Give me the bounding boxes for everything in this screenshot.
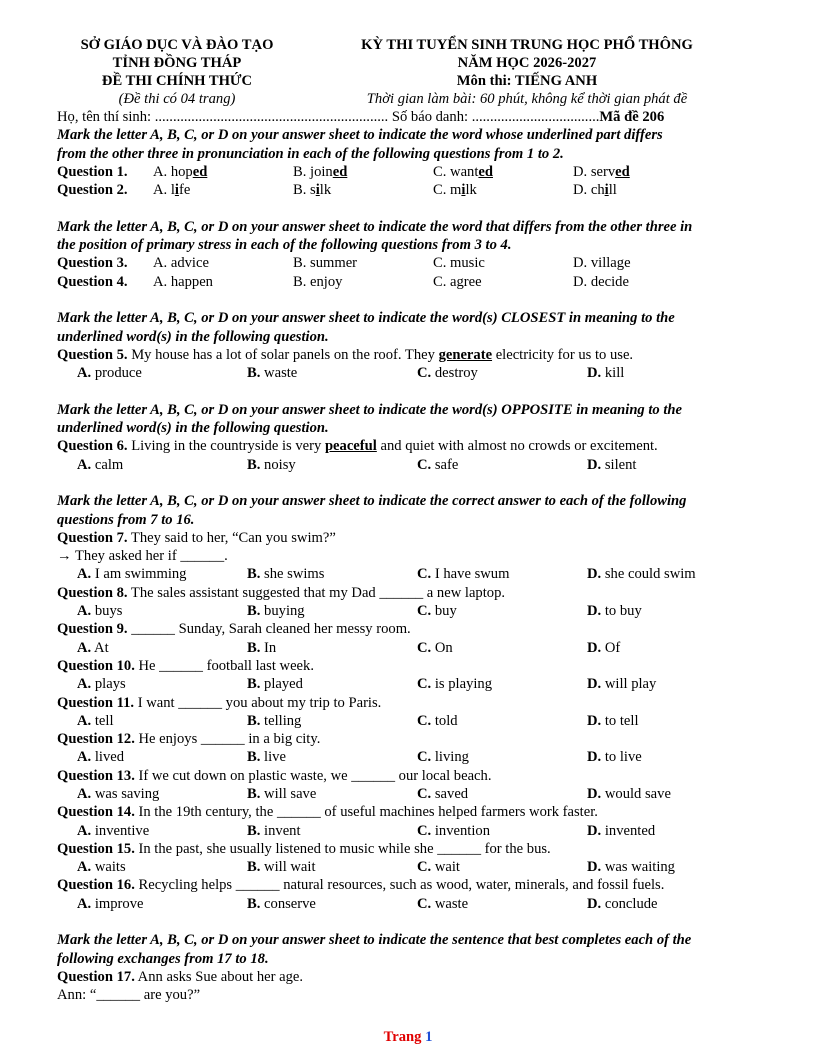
option-c: C. living — [417, 749, 469, 766]
option-d: D. to live — [587, 749, 642, 766]
section-5-instruction: Mark the letter A, B, C, or D on your answer sheet to indicate the correct answer to each of the following questions from 7 to 16. — [57, 493, 687, 528]
question-17: Question 17. Ann asks Sue about her age. — [57, 968, 304, 985]
exam-page — [57, 36, 757, 1005]
option-d: D. will play — [587, 676, 657, 693]
candidate-info — [57, 108, 757, 126]
question-13: Question 13. If we cut down on plastic waste, we ______ our local beach. — [57, 767, 492, 784]
option-b: B. enjoy — [293, 273, 343, 290]
option-c: C. safe — [417, 456, 459, 473]
option-d: D. decide — [573, 273, 629, 290]
option-c: C. waste — [417, 895, 469, 912]
option-a: A. improve — [77, 895, 144, 912]
option-a: A. produce — [77, 365, 142, 382]
question-3: Question 3. A. advice B. summer C. music D. village — [57, 254, 757, 272]
section-4-instruction: Mark the letter A, B, C, or D on your answer sheet to indicate the word(s) OPPOSITE in meaning to the underlined word(s) in the following question. — [57, 401, 683, 437]
option-c: C. agree — [433, 273, 482, 290]
exam-code: Mã đề 206 — [599, 109, 665, 125]
section-2-instruction: Mark the letter A, B, C, or D on your answer sheet to indicate the word that differs from the other three in the position of primary stress in each of the following questions from 3 to 4. — [57, 218, 693, 254]
question-16-options — [57, 895, 757, 913]
question-8: Question 8. The sales assistant suggested that my Dad ______ a new laptop. — [57, 584, 506, 601]
option-a: A. tell — [77, 712, 114, 729]
subject: Môn thi: TIẾNG ANH — [456, 73, 598, 89]
option-b: B. joined — [293, 163, 348, 180]
question-15-options — [57, 858, 757, 876]
option-d: D. village — [573, 255, 631, 272]
option-c: C. wait — [417, 859, 460, 876]
question-2: Question 2. A. life B. silk C. milk D. chill — [57, 181, 757, 199]
option-b: B. noisy — [247, 456, 296, 473]
option-c: C. I have swum — [417, 566, 510, 583]
question-7-prompt: → They asked her if ______. — [57, 548, 228, 565]
question-10: Question 10. He ______ football last week. — [57, 657, 314, 674]
option-a: A. buys — [77, 603, 123, 620]
page-footer — [0, 1029, 816, 1046]
option-a: A. I am swimming — [77, 566, 187, 583]
option-b: B. will save — [247, 785, 317, 802]
question-14-options — [57, 822, 757, 840]
question-6: Question 6. Living in the countryside is very peaceful and quiet with almost no crowds or excitement. — [57, 438, 658, 455]
question-4: Question 4. A. happen B. enjoy C. agree D. decide — [57, 273, 757, 291]
question-14: Question 14. In the 19th century, the ______ of useful machines helped farmers work faster. — [57, 804, 598, 821]
school-year: NĂM HỌC 2026-2027 — [457, 55, 597, 71]
name-field: Họ, tên thí sinh: ................................................................ — [57, 109, 389, 125]
option-d: D. to tell — [587, 712, 639, 729]
question-11: Question 11. I want ______ you about my trip to Paris. — [57, 694, 382, 711]
dept-name: SỞ GIÁO DỤC VÀ ĐÀO TẠO — [80, 37, 274, 53]
option-c: C. invention — [417, 822, 490, 839]
option-b: B. conserve — [247, 895, 316, 912]
question-12: Question 12. He enjoys ______ in a big city. — [57, 731, 321, 748]
option-d: D. was waiting — [587, 859, 675, 876]
option-c: C. On — [417, 639, 453, 656]
section-1-instruction: Mark the letter A, B, C, or D on your answer sheet to indicate the word whose underlined part differs from the other three in pronunciation in each of the following questions from 1 to 2. — [57, 127, 663, 162]
option-c: C. wanted — [433, 163, 493, 180]
question-8-options — [57, 602, 757, 620]
question-7-options — [57, 565, 757, 583]
question-6-options — [57, 456, 757, 474]
option-d: D. chill — [573, 182, 617, 199]
option-b: B. live — [247, 749, 286, 766]
option-b: B. buying — [247, 603, 305, 620]
underlined-word: peaceful — [324, 438, 377, 455]
question-13-options — [57, 785, 757, 803]
question-17-prompt: Ann: “______ are you?” — [57, 987, 201, 1004]
header — [57, 36, 757, 108]
question-1: Question 1. A. hoped B. joined C. wanted D. served — [57, 163, 757, 181]
option-c: C. told — [417, 712, 458, 729]
question-9: Question 9. ______ Sunday, Sarah cleaned her messy room. — [57, 621, 411, 638]
question-11-options — [57, 712, 757, 730]
option-c: C. is playing — [417, 676, 493, 693]
question-15: Question 15. In the past, she usually listened to music while she ______ for the bus. — [57, 840, 551, 857]
option-b: B. will wait — [247, 859, 316, 876]
option-a: A. happen — [153, 273, 213, 290]
option-d: D. silent — [587, 456, 637, 473]
option-b: B. waste — [247, 365, 298, 382]
option-a: A. At — [77, 639, 109, 656]
exam-title: KỲ THI TUYỂN SINH TRUNG HỌC PHỔ THÔNG — [361, 37, 693, 53]
option-c: C. saved — [417, 785, 469, 802]
option-b: B. played — [247, 676, 303, 693]
option-c: C. buy — [417, 603, 457, 620]
question-5: Question 5. My house has a lot of solar panels on the roof. They generate electricity for us to use. — [57, 346, 634, 363]
pages-note: (Đề thi có 04 trang) — [118, 91, 236, 107]
option-a: A. advice — [153, 255, 209, 272]
page-number: 1 — [425, 1029, 433, 1045]
underlined-word: generate — [438, 346, 493, 363]
option-d: D. conclude — [587, 895, 658, 912]
id-field: Số báo danh: ................................... — [388, 109, 600, 125]
option-b: B. she swims — [247, 566, 325, 583]
page-word: Trang — [383, 1029, 422, 1045]
question-7: Question 7. They said to her, “Can you swim?” — [57, 529, 336, 546]
option-a: A. hoped — [153, 163, 208, 180]
option-b: B. summer — [293, 255, 358, 272]
option-d: D. served — [573, 163, 630, 180]
option-a: A. life — [153, 182, 191, 199]
official-label: ĐỀ THI CHÍNH THỨC — [101, 73, 253, 89]
question-10-options — [57, 675, 757, 693]
option-a: A. was saving — [77, 785, 160, 802]
option-d: D. Of — [587, 639, 621, 656]
question-12-options — [57, 748, 757, 766]
option-c: C. destroy — [417, 365, 478, 382]
option-a: A. inventive — [77, 822, 150, 839]
option-c: C. milk — [433, 182, 477, 199]
option-b: B. invent — [247, 822, 301, 839]
option-d: D. would save — [587, 785, 671, 802]
question-5-options — [57, 364, 757, 382]
option-d: D. she could swim — [587, 566, 696, 583]
option-b: B. silk — [293, 182, 332, 199]
question-16: Question 16. Recycling helps ______ natural resources, such as wood, water, minerals, and fossil fuels. — [57, 877, 665, 894]
option-a: A. calm — [77, 456, 124, 473]
section-6-instruction: Mark the letter A, B, C, or D on your answer sheet to indicate the sentence that best completes each of the following exchanges from 17 to 18. — [57, 932, 692, 967]
question-9-options — [57, 639, 757, 657]
province-name: TỈNH ĐỒNG THÁP — [112, 55, 242, 71]
option-b: B. telling — [247, 712, 302, 729]
option-d: D. to buy — [587, 603, 642, 620]
time-limit: Thời gian làm bài: 60 phút, không kể thời gian phát đề — [366, 91, 688, 107]
option-c: C. music — [433, 255, 485, 272]
section-3-instruction: Mark the letter A, B, C, or D on your answer sheet to indicate the word(s) CLOSEST in meaning to the underlined word(s) in the following question. — [57, 310, 675, 345]
option-a: A. lived — [77, 749, 125, 766]
option-b: B. In — [247, 639, 277, 656]
option-a: A. waits — [77, 859, 126, 876]
option-d: D. kill — [587, 365, 625, 382]
option-a: A. plays — [77, 676, 126, 693]
option-d: D. invented — [587, 822, 656, 839]
